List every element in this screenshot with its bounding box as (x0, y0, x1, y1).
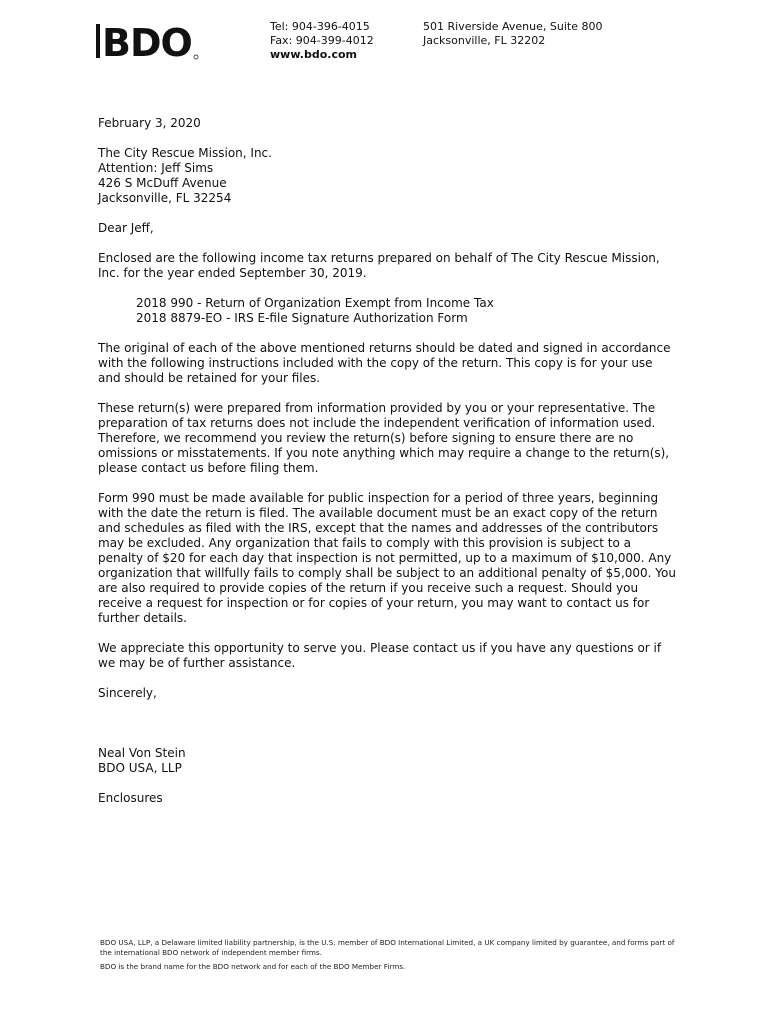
bdo-logo-text: BDO (102, 21, 192, 64)
salutation: Dear Jeff, (98, 221, 154, 235)
telephone: Tel: 904-396-4015 (270, 20, 370, 33)
office-address (423, 20, 602, 48)
intro-paragraph: Enclosed are the following income tax returns prepared on behalf of The City Rescue Mission, Inc. for the year ended September 30, 2019. (98, 251, 660, 280)
preparation-paragraph: These return(s) were prepared from information provided by you or your representative. The preparation of tax returns does not include the independent verification of information used. Therefore, we recommend you review the return(s) before signing to ensure there are no omissions or misstatements. If you note anything which may require a change to the return(s), please contact us before filing them. (98, 401, 670, 475)
list-item: 2018 990 - Return of Organization Exempt from Income Tax (136, 296, 494, 310)
recipient-line-2: Attention: Jeff Sims (98, 161, 214, 175)
footer-disclaimer (100, 938, 675, 972)
signer-firm: BDO USA, LLP (98, 761, 182, 775)
list-item: 2018 8879-EO - IRS E-file Signature Authorization Form (136, 311, 468, 325)
public-inspection-paragraph: Form 990 must be made available for public inspection for a period of three years, beginning with the date the return is filed. The available document must be an exact copy of the return and schedules as filed with the IRS, except that the names and addresses of the contributors may be excluded. Any organization that fails to comply with this provision is subject to a penalty of $20 for each day that inspection is not permitted, up to a maximum of $10,000. Any organization that willfully fails to comply shall be subject to an additional penalty of $5,000. You are also required to provide copies of the return if you receive such a request. Should you receive a request for inspection or for copies of your return, you may want to contact us for further details. (98, 491, 676, 625)
website-link[interactable]: www.bdo.com (270, 48, 357, 61)
enclosures-label: Enclosures (98, 791, 163, 805)
closing-paragraph: We appreciate this opportunity to serve you. Please contact us if you have any questions or if we may be of further assistance. (98, 641, 662, 670)
fax: Fax: 904-399-4012 (270, 34, 374, 47)
recipient-line-3: 426 S McDuff Avenue (98, 176, 227, 190)
bdo-logo (96, 20, 200, 64)
contact-block (270, 20, 374, 62)
signature-space (98, 716, 678, 746)
recipient-line-1: The City Rescue Mission, Inc. (98, 146, 272, 160)
letter-body (98, 116, 678, 806)
address-line-2: Jacksonville, FL 32202 (423, 34, 546, 47)
letter-date: February 3, 2020 (98, 116, 201, 130)
instructions-paragraph: The original of each of the above mentioned returns should be dated and signed in accordance with the following instructions included with the copy of the return. This copy is for your use and should be retained for your files. (98, 341, 671, 385)
footer-line-1: BDO USA, LLP, a Delaware limited liability partnership, is the U.S. member of BDO International Limited, a UK company limited by guarantee, and forms part of the international BDO network of independent member firms. (100, 938, 675, 957)
recipient-line-4: Jacksonville, FL 32254 (98, 191, 232, 205)
footer-line-2: BDO is the brand name for the BDO network and for each of the BDO Member Firms. (100, 962, 406, 971)
closing: Sincerely, (98, 686, 157, 700)
signer-name: Neal Von Stein (98, 746, 186, 760)
returns-list (136, 296, 678, 326)
address-line-1: 501 Riverside Avenue, Suite 800 (423, 20, 603, 33)
